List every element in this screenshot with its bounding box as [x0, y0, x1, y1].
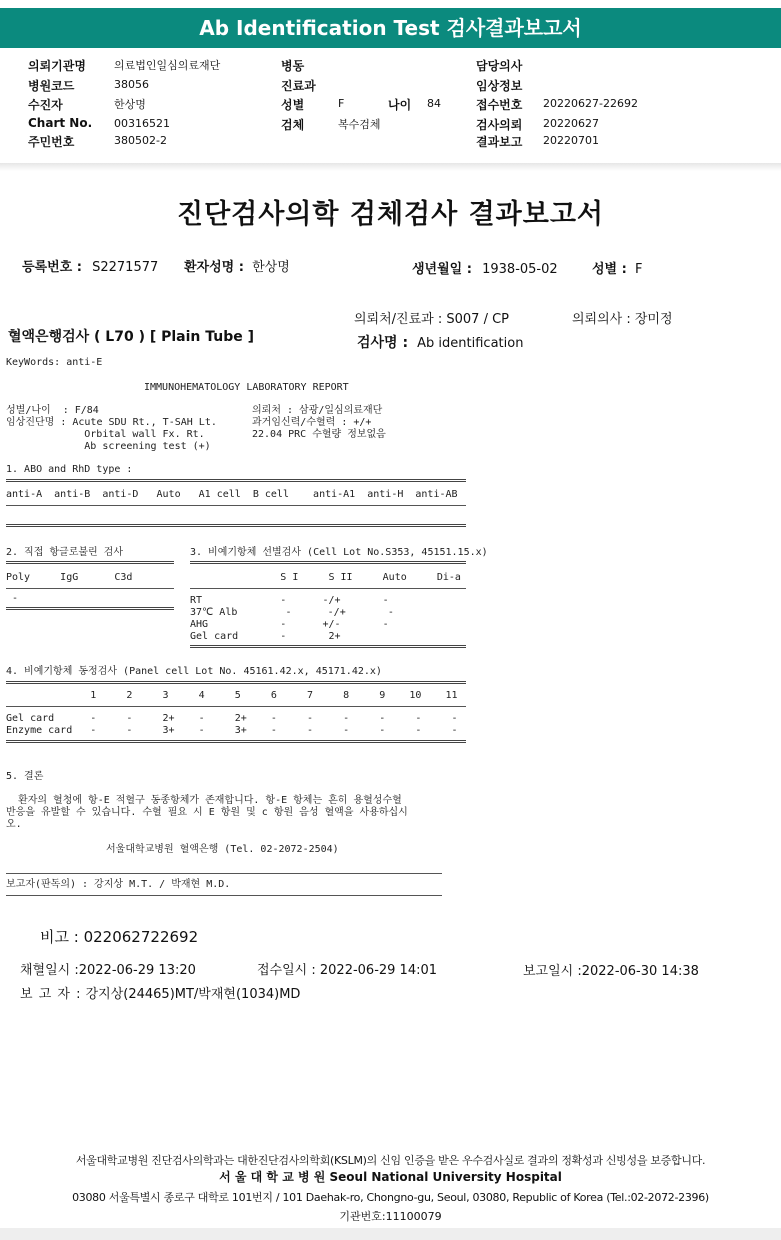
- header-label: 수진자: [28, 98, 63, 112]
- page-bottom-edge: [0, 1228, 781, 1240]
- request-date-value: 20220627: [543, 117, 599, 130]
- remarks-label: 비고 :: [40, 928, 79, 946]
- hospital-address: 03080 서울특별시 종로구 대학로 101번지 / 101 Daehak-ro, Chongno-gu, Seoul, 03080, Republic of Korea (Tel.:02-2072-2396): [72, 1191, 709, 1204]
- report-title: 진단검사의학 검체검사 결과보고서: [176, 199, 605, 230]
- final-reporter-value: 강지상(24465)MT/박재현(1034)MD: [85, 987, 301, 1002]
- report-date-value: 20220701: [543, 134, 599, 147]
- header-label: Chart No.: [28, 116, 93, 130]
- test-name-value: Ab identification: [417, 336, 524, 351]
- panel-table-header: 1 2 3 4 5 6 7 8 9 10 11: [6, 690, 458, 701]
- header-label: 검체: [281, 118, 305, 132]
- final-reporter: [20, 983, 300, 1002]
- divider: [6, 706, 466, 707]
- test-group-title: 혈액은행검사 ( L70 ) [ Plain Tube ]: [8, 329, 255, 345]
- reg-value: S2271577: [92, 260, 159, 275]
- dob-label: 생년월일 :: [412, 262, 472, 277]
- header-label: 병동: [281, 59, 305, 73]
- divider: [190, 588, 466, 589]
- age-value: 84: [427, 97, 441, 110]
- divider: [6, 873, 442, 874]
- section5-title: 5. 결론: [6, 771, 44, 782]
- test-name-label: 검사명 :: [357, 335, 409, 351]
- header-label: 의뢰기관명: [28, 59, 86, 73]
- divider: [6, 524, 466, 527]
- dept-text: 의뢰처/진료과 : S007 / CP: [354, 312, 509, 327]
- divider: [6, 479, 466, 482]
- reg-label: 등록번호 :: [22, 260, 82, 275]
- header-label: 병원코드: [28, 79, 75, 93]
- header-label: 결과보고: [476, 135, 523, 149]
- header-label: 진료과: [281, 79, 316, 93]
- divider: [190, 645, 466, 648]
- screening-table-rows: RT - -/+ - 37℃ Alb - -/+ - AHG - +/- - Gel card - 2+: [190, 595, 394, 642]
- divider: [6, 607, 174, 610]
- remarks-row: [40, 926, 198, 947]
- dat-table-row: -: [6, 593, 19, 604]
- resident-no-value: 380502-2: [114, 134, 167, 147]
- lab-info-left: 성별/나이 : F/84 임상진단명 : Acute SDU Rt., T-SAH Lt. Orbital wall Fx. Rt. Ab screening test (+): [6, 405, 217, 452]
- patient-line: [22, 256, 158, 275]
- dat-table-header: Poly IgG C3d: [6, 572, 133, 583]
- doctor-text: 의뢰의사 : 장미정: [572, 312, 673, 327]
- divider: [6, 561, 174, 564]
- panel-table-rows: Gel card - - 2+ - 2+ - - - - - - Enzyme card - - 3+ - 3+ - - - - - -: [6, 713, 458, 736]
- examinee-value: 한상명: [114, 98, 146, 111]
- header-label: 접수번호: [476, 98, 523, 112]
- header-label: 성별: [281, 98, 305, 112]
- certification-notice: 서울대학교병원 진단검사의학과는 대한진단검사의학회(KSLM)의 신임 인증을 받은 우수검사실로 결과의 정확성과 신빙성을 보증합니다.: [75, 1154, 706, 1167]
- section3-title: 3. 비예기항체 선별검사 (Cell Lot No.S353, 45151.15.x): [190, 547, 488, 558]
- reporter-line: 보고자(판독의) : 강지상 M.T. / 박재현 M.D.: [6, 879, 231, 890]
- header-label: 검사의뢰: [476, 118, 523, 132]
- specimen-value: 복수검체: [338, 118, 381, 131]
- institution-number: 기관번호:11100079: [339, 1210, 442, 1223]
- final-reporter-label: 보 고 자 :: [20, 987, 82, 1002]
- blood-bank-contact: 서울대학교병원 혈액은행 (Tel. 02-2072-2504): [106, 844, 339, 855]
- hospital-name: 서 울 대 학 교 병 원 Seoul National University Hospital: [219, 1170, 562, 1184]
- dob-value: 1938-05-02: [482, 262, 558, 277]
- sex-value: F: [338, 97, 345, 110]
- header-label: 담당의사: [476, 59, 523, 73]
- header-value: [114, 57, 220, 73]
- header-label: 임상정보: [476, 79, 523, 93]
- institution-value: 의료법인일심의료재단: [114, 59, 221, 72]
- divider: [6, 588, 174, 589]
- divider: [6, 740, 466, 743]
- age-label: 나이: [388, 98, 412, 112]
- header-row-institution: [28, 57, 86, 74]
- sex-label: 성별 :: [592, 262, 627, 277]
- divider: [190, 561, 466, 564]
- keywords: KeyWords: anti-E: [6, 357, 103, 368]
- chart-no-value: 00316521: [114, 117, 170, 130]
- receipt-no-value: 20220627-22692: [543, 97, 638, 110]
- divider: [6, 895, 442, 896]
- hospital-code-value: 38056: [114, 78, 149, 91]
- page-divider-shadow: [0, 163, 781, 171]
- header-label: 주민번호: [28, 135, 75, 149]
- lab-info-right: 의뢰처 : 삼광/일심의료재단 과거임신력/수혈력 : +/+ 22.04 PRC 수혈량 정보없음: [252, 405, 386, 440]
- section4-title: 4. 비예기항체 동정검사 (Panel cell Lot No. 45161.42.x, 45171.42.x): [6, 666, 382, 677]
- patient-name-label: 환자성명 :: [184, 260, 244, 275]
- receipt-time: 접수일시 : 2022-06-29 14:01: [257, 963, 438, 978]
- report-time: 보고일시 :2022-06-30 14:38: [523, 964, 699, 979]
- report-banner-title: Ab Identification Test 검사결과보고서: [0, 8, 781, 48]
- divider: [6, 681, 466, 684]
- section2-title: 2. 직접 항글로불린 검사: [6, 547, 124, 558]
- screening-table-header: S I S II Auto Di-a: [190, 572, 461, 583]
- abo-table-header: anti-A anti-B anti-D Auto A1 cell B cell anti-A1 anti-H anti-AB: [6, 489, 458, 500]
- section1-title: 1. ABO and RhD type :: [6, 464, 133, 475]
- collect-time: 채혈일시 :2022-06-29 13:20: [20, 963, 196, 978]
- remarks-value: 022062722692: [83, 928, 199, 946]
- divider: [6, 505, 466, 506]
- lab-report-title: IMMUNOHEMATOLOGY LABORATORY REPORT: [144, 382, 349, 393]
- conclusion-text: 환자의 혈청에 항-E 적혈구 동종항체가 존재합니다. 항-E 항체는 흔히 용혈성수혈 반응을 유발할 수 있습니다. 수혈 필요 시 E 항원 및 c 항원 음성 혈액을 사용하십시 오.: [6, 795, 408, 830]
- patient-name-value: 한상명: [252, 260, 290, 275]
- sex-value-report: F: [634, 262, 643, 277]
